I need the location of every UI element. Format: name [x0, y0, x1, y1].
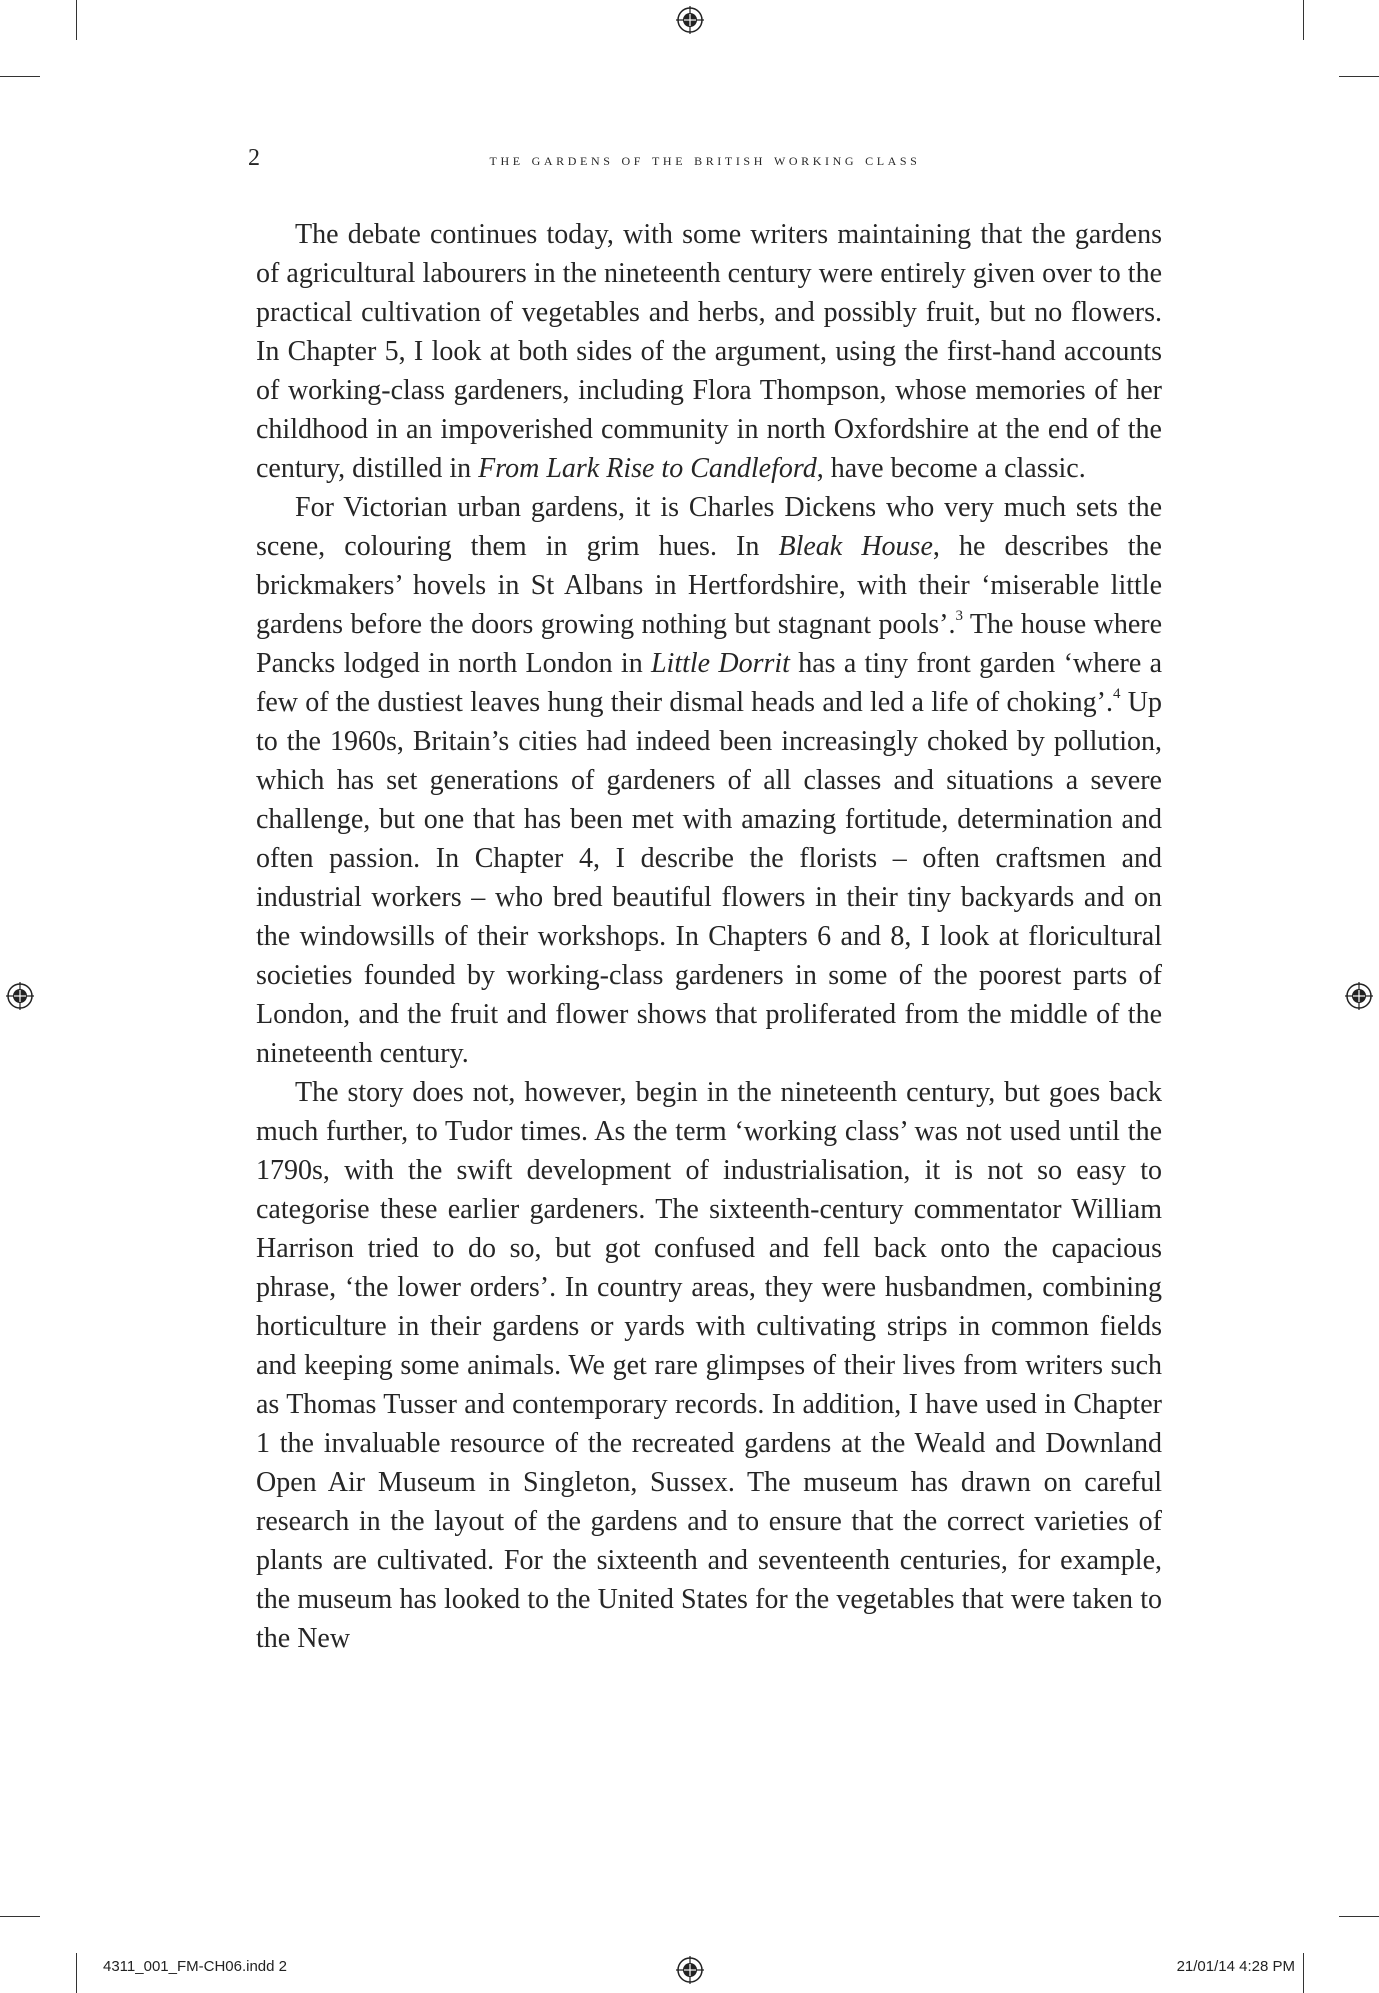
text-run: , have become a classic. — [816, 453, 1086, 484]
text-run: The debate continues today, with some writers maintaining that the gardens of agricultural labourers in the nineteenth century were entirely given over to the practical cultivation of vegetables and herbs, and possibly fruit, but no flowers. In Chapter 5, I look at both sides of the argument, using the first-hand accounts of working-class gardeners, including Flora Thompson, whose memories of her childhood in an impoverished community in north Oxfordshire at the end of the century, distilled in — [256, 219, 1162, 484]
paragraph — [256, 215, 1162, 488]
crop-mark-left-top — [0, 76, 40, 77]
paragraph — [256, 1073, 1162, 1658]
registration-mark-icon — [5, 981, 35, 1011]
crop-mark-right-bottom — [1339, 1916, 1379, 1917]
registration-mark-icon — [675, 1955, 705, 1985]
page-number: 2 — [248, 145, 260, 171]
text-run: For Victorian urban gardens, it is Charles Dickens who very much sets the scene, colouring them in grim hues. In — [256, 492, 1162, 562]
running-title: the gardens of the british working class — [489, 149, 921, 169]
crop-mark-top-left — [76, 0, 77, 40]
slug-filename: 4311_001_FM-CH06.indd 2 — [103, 1958, 288, 1975]
footnote-ref: 4 — [1112, 685, 1121, 702]
text-run: The house where Pancks lodged in north London in — [256, 609, 1163, 679]
italic-title: Bleak House — [778, 531, 933, 562]
crop-mark-bottom-right — [1303, 1953, 1304, 1993]
body-text — [256, 215, 1162, 1658]
registration-mark-icon — [1344, 981, 1374, 1011]
crop-mark-right-top — [1339, 76, 1379, 77]
italic-title: Little Dorrit — [650, 648, 790, 679]
crop-mark-top-right — [1303, 0, 1304, 40]
italic-title: From Lark Rise to Candleford — [478, 453, 817, 484]
text-run: has a tiny front garden ‘where a few of the dustiest leaves hung their dismal heads and led a life of choking’. — [256, 648, 1163, 718]
slug-date: 21/01/14 4:28 PM — [1176, 1958, 1295, 1975]
text-run: , he describes the brickmakers’ hovels in St Albans in Hertfordshire, with their ‘miserable little gardens before the doors growing nothing but stagnant pools’. — [256, 531, 1162, 640]
crop-mark-left-bottom — [0, 1916, 40, 1917]
registration-mark-icon — [675, 5, 705, 35]
paragraph — [256, 488, 1162, 1073]
text-run: Up to the 1960s, Britain’s cities had indeed been increasingly choked by pollution, which has set generations of gardeners of all classes and situations a severe challenge, but one that has been met with amazing fortitude, determination and often passion. In Chapter 4, I describe the florists – often craftsmen and industrial workers – who bred beautiful flowers in their tiny backyards and on the windowsills of their workshops. In Chapters 6 and 8, I look at floricultural societies founded by working-class gardeners in some of the poorest parts of London, and the fruit and flower shows that proliferated from the middle of the nineteenth century. — [256, 687, 1162, 1069]
running-head — [240, 145, 1170, 171]
crop-mark-bottom-left — [76, 1953, 77, 1993]
footnote-ref: 3 — [955, 607, 963, 624]
text-run: The story does not, however, begin in the nineteenth century, but goes back much further, to Tudor times. As the term ‘working class’ was not used until the 1790s, with the swift development of industrialisation, it is not so easy to categorise these earlier gardeners. The sixteenth-century commentator William Harrison tried to do so, but got confused and fell back onto the capacious phrase, ‘the lower orders’. In country areas, they were husbandmen, combining horticulture in their gardens or yards with cultivating strips in common fields and keeping some animals. We get rare glimpses of their lives from writers such as Thomas Tusser and contemporary records. In addition, I have used in Chapter 1 the invaluable resource of the recreated gardens at the Weald and Downland Open Air Museum in Singleton, Sussex. The museum has drawn on careful research in the layout of the gardens and to ensure that the correct varieties of plants are cultivated. For the sixteenth and seventeenth centuries, for example, the museum has looked to the United States for the vegetables that were taken to the New — [256, 1077, 1162, 1654]
